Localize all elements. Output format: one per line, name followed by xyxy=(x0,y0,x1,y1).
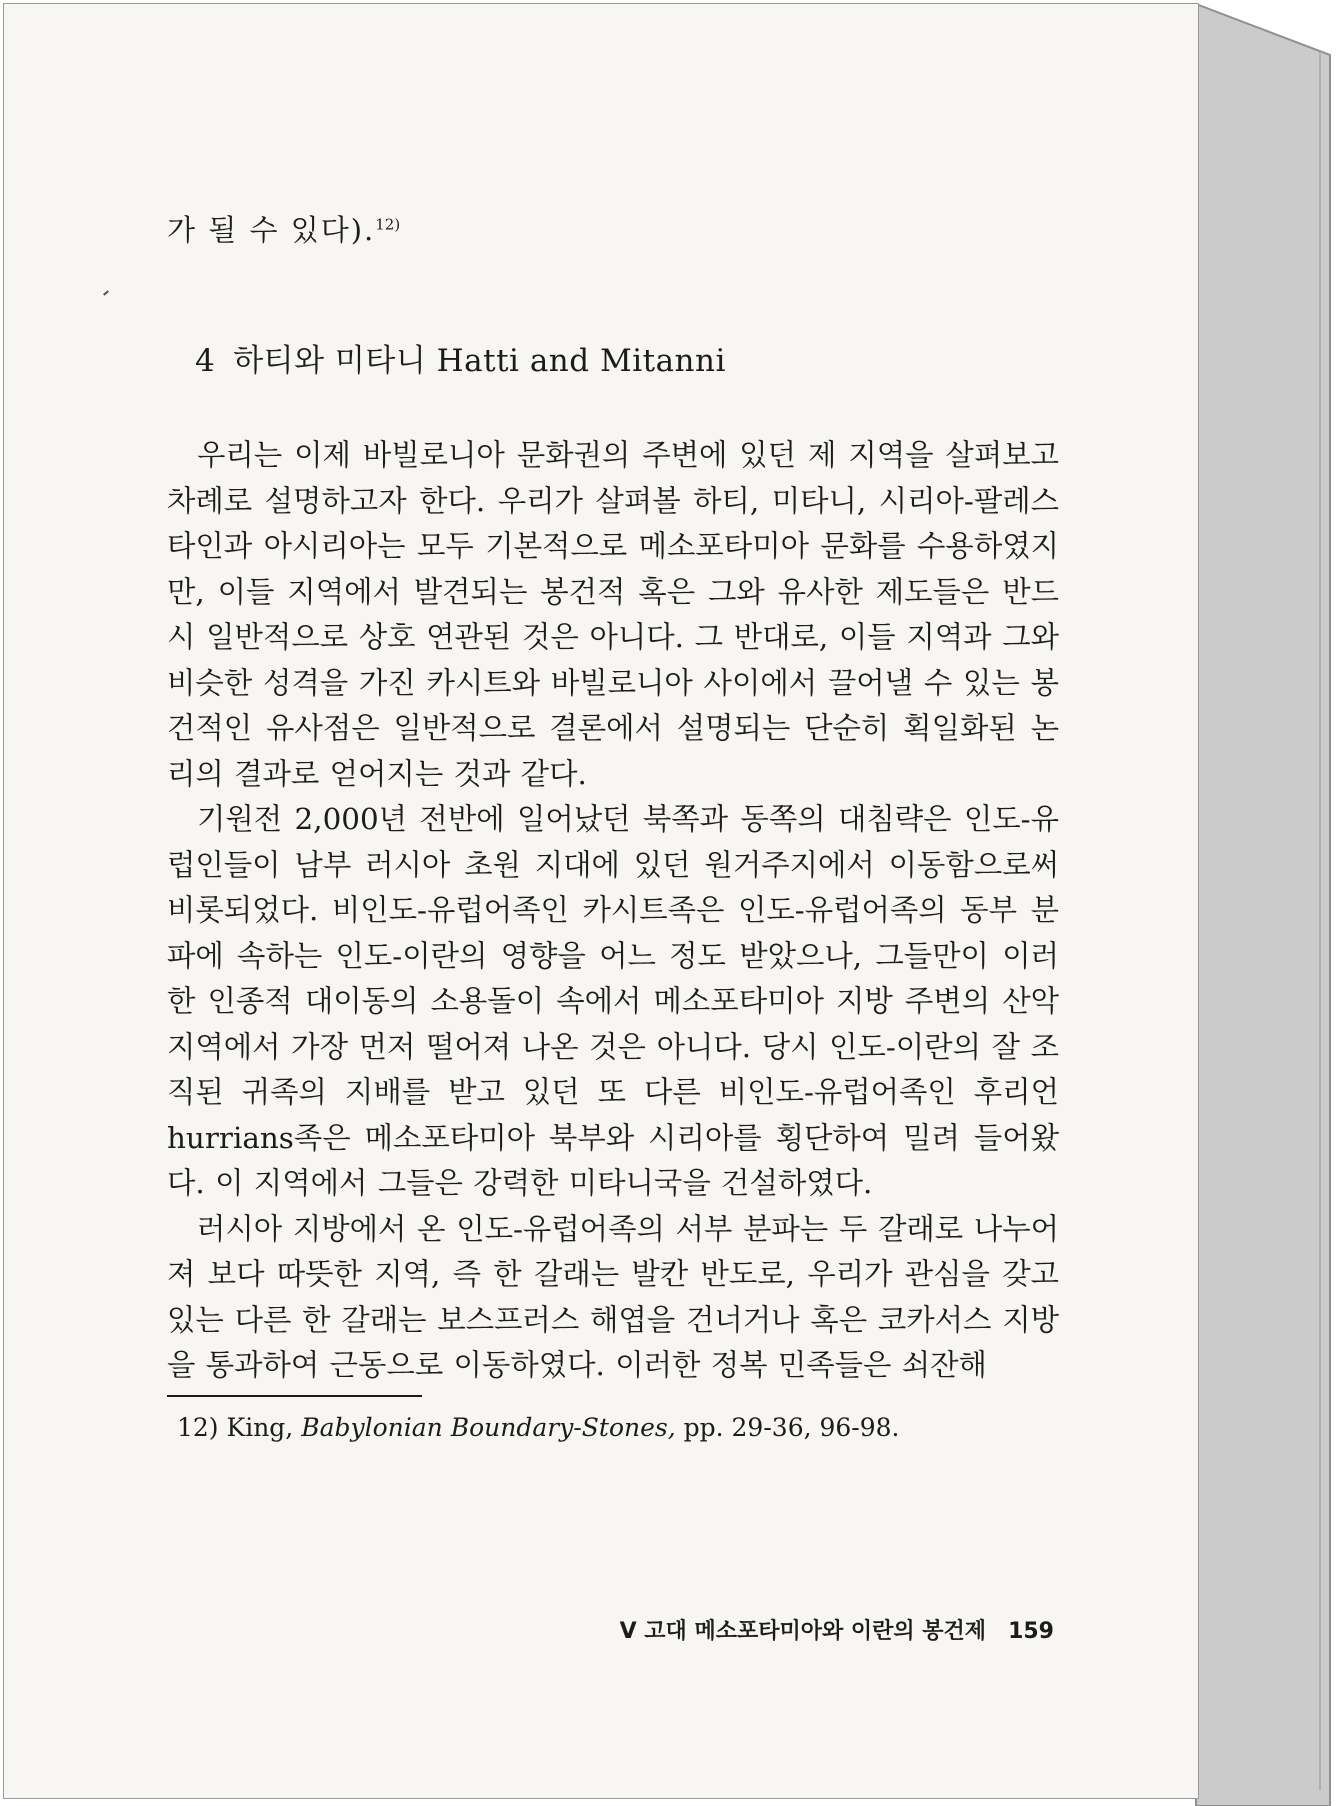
footnote-pages: pp. 29-36, 96-98. xyxy=(683,1412,900,1442)
section-number: 4 xyxy=(195,343,216,379)
page-number: 159 xyxy=(1008,1619,1054,1644)
footnote-author: King, xyxy=(226,1412,294,1442)
carryover-text: 가 될 수 있다). xyxy=(167,213,376,247)
body-text xyxy=(167,433,1059,1389)
section-heading xyxy=(195,337,1059,385)
page-content xyxy=(167,212,1059,1445)
section-title: 하티와 미타니 Hatti and Mitanni xyxy=(233,343,726,379)
paragraph: 우리는 이제 바빌로니아 문화권의 주변에 있던 제 지역을 살펴보고 차례로 설명하고자 한다. 우리가 살펴볼 하티, 미타니, 시리아-팔레스타인과 아시리아는 모두 기본적으로 메소포타미아 문화를 수용하였지만, 이들 지역에서 발견되는 봉건적 혹은 그와 유사한 제도들은 반드시 일반적으로 상호 연관된 것은 아니다. 그 반대로, 이들 지역과 그와 비슷한 성격을 가진 카시트와 바빌로니아 사이에서 끌어낼 수 있는 봉건적인 유사점은 일반적으로 결론에서 설명되는 단순히 획일화된 논리의 결과로 얻어지는 것과 같다. xyxy=(167,438,1059,791)
footnote-rule xyxy=(167,1395,422,1397)
carryover-line xyxy=(167,212,1059,248)
paragraph: 러시아 지방에서 온 인도-유럽어족의 서부 분파는 두 갈래로 나누어져 보다 따뜻한 지역, 즉 한 갈래는 발칸 반도로, 우리가 관심을 갖고 있는 다른 한 갈래는 보스프러스 해엽을 건너거나 혹은 코카서스 지방을 통과하여 근동으로 이동하였다. 이러한 정복 민족들은 쇠잔해 xyxy=(167,1211,1059,1382)
paragraph: 기원전 2,000년 전반에 일어났던 북쪽과 동쪽의 대침략은 인도-유럽인들이 남부 러시아 초원 지대에 있던 원거주지에서 이동함으로써 비롯되었다. 비인도-유럽어족인 카시트족은 인도-유럽어족의 동부 분파에 속하는 인도-이란의 영향을 어느 정도 받았으나, 그들만이 이러한 인종적 대이동의 소용돌이 속에서 메소포타미아 지방 주변의 산악 지역에서 가장 먼저 떨어져 나온 것은 아니다. 당시 인도-이란의 잘 조직된 귀족의 지배를 받고 있던 또 다른 비인도-유럽어족인 후리언 hurrians족은 메소포타미아 북부와 시리아를 횡단하여 밀려 들어왔다. 이 지역에서 그들은 강력한 미타니국을 건설하였다. xyxy=(167,802,1059,1200)
running-head xyxy=(574,1614,1054,1645)
footnote xyxy=(177,1411,1059,1445)
footnote-book-title: Babylonian Boundary-Stones, xyxy=(301,1412,676,1442)
book-page xyxy=(3,3,1199,1799)
footnote-marker: 12) xyxy=(177,1412,219,1442)
running-head-chapter: V 고대 메소포타미아와 이란의 봉건제 xyxy=(619,1619,987,1644)
scan-speck xyxy=(103,290,109,295)
footnote-reference: 12) xyxy=(375,215,401,234)
